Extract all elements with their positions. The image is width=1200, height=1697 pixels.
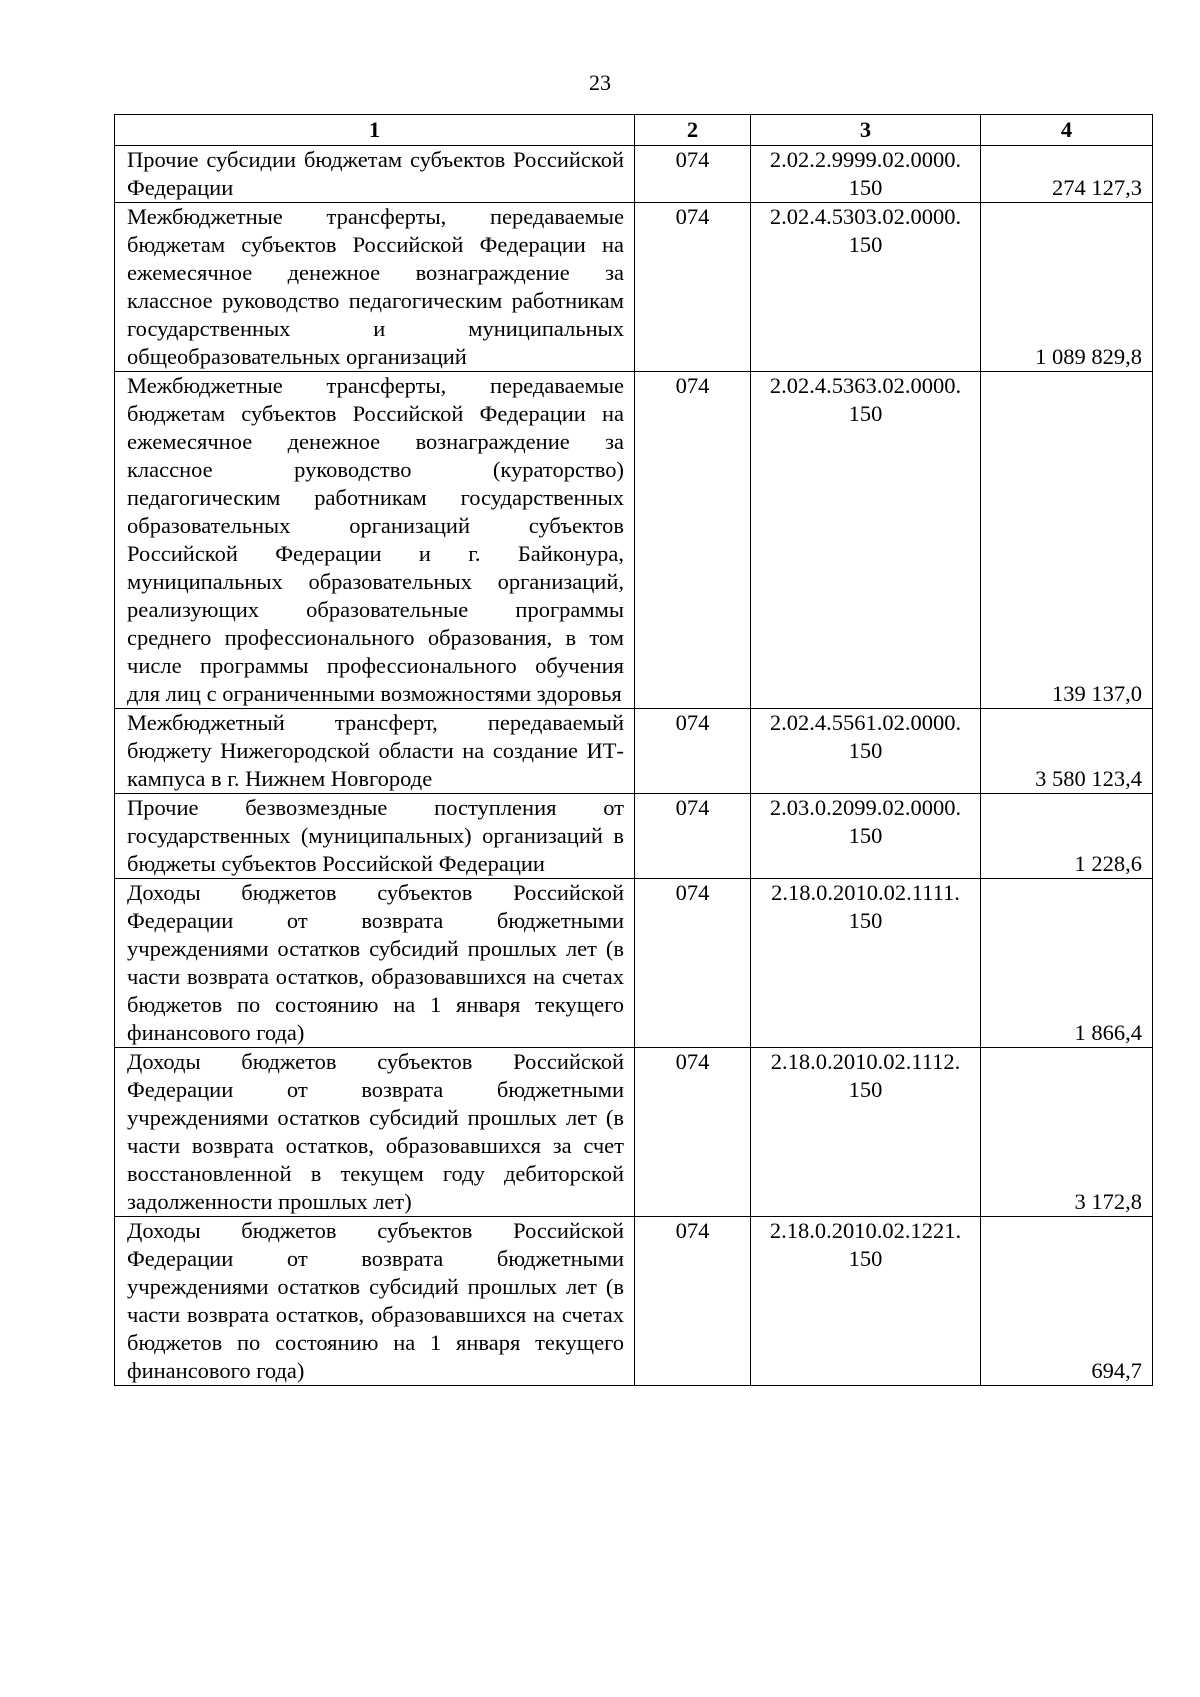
amount-cell: 274 127,3: [981, 146, 1153, 203]
amount-cell: 139 137,0: [981, 372, 1153, 709]
amount-cell: 3 172,8: [981, 1048, 1153, 1217]
amount-cell: 1 866,4: [981, 879, 1153, 1048]
admin-code-cell: 074: [635, 1048, 751, 1217]
classification-code-cell: 2.03.0.2099.02.0000. 150: [751, 794, 981, 879]
revenue-name-cell: Межбюджетный трансферт, передаваемый бюджету Нижегородской области на создание ИТ-кампуса в г. Нижнем Новгороде: [115, 709, 635, 794]
classification-code-cell: 2.02.4.5363.02.0000. 150: [751, 372, 981, 709]
admin-code-cell: 074: [635, 203, 751, 372]
admin-code-cell: 074: [635, 709, 751, 794]
table-header-row: [115, 115, 1153, 146]
admin-code-cell: 074: [635, 1217, 751, 1386]
classification-code-cell: 2.18.0.2010.02.1111. 150: [751, 879, 981, 1048]
revenue-name-cell: Межбюджетные трансферты, передаваемые бюджетам субъектов Российской Федерации на ежемесячное денежное вознаграждение за классное руководство (кураторство) педагогическим работникам государственных образовательных организаций субъектов Российской Федерации и г. Байконура, муниципальных образовательных организаций, реализующих образовательные программы среднего профессионального образования, в том числе программы профессионального обучения для лиц с ограниченными возможностями здоровья: [115, 372, 635, 709]
revenue-name-cell: Прочие безвозмездные поступления от государственных (муниципальных) организаций в бюджеты субъектов Российской Федерации: [115, 794, 635, 879]
table-row: [115, 1217, 1153, 1386]
revenue-name-cell: Межбюджетные трансферты, передаваемые бюджетам субъектов Российской Федерации на ежемесячное денежное вознаграждение за классное руководство педагогическим работникам государственных и муниципальных общеобразовательных организаций: [115, 203, 635, 372]
classification-code-cell: 2.18.0.2010.02.1221. 150: [751, 1217, 981, 1386]
table-row: [115, 1048, 1153, 1217]
revenue-name-cell: Прочие субсидии бюджетам субъектов Российской Федерации: [115, 146, 635, 203]
classification-code-cell: 2.02.4.5561.02.0000. 150: [751, 709, 981, 794]
table-row: [115, 372, 1153, 709]
table-row: [115, 146, 1153, 203]
revenue-name-cell: Доходы бюджетов субъектов Российской Федерации от возврата бюджетными учреждениями остатков субсидий прошлых лет (в части возврата остатков, образовавшихся за счет восстановленной в текущем году дебиторской задолженности прошлых лет): [115, 1048, 635, 1217]
amount-cell: 1 228,6: [981, 794, 1153, 879]
table-row: [115, 709, 1153, 794]
classification-code-cell: 2.02.2.9999.02.0000. 150: [751, 146, 981, 203]
column-header-3: 3: [751, 115, 981, 146]
classification-code-cell: 2.02.4.5303.02.0000. 150: [751, 203, 981, 372]
classification-code-cell: 2.18.0.2010.02.1112. 150: [751, 1048, 981, 1217]
admin-code-cell: 074: [635, 372, 751, 709]
revenue-name-cell: Доходы бюджетов субъектов Российской Федерации от возврата бюджетными учреждениями остатков субсидий прошлых лет (в части возврата остатков, образовавшихся на счетах бюджетов по состоянию на 1 января текущего финансового года): [115, 879, 635, 1048]
column-header-4: 4: [981, 115, 1153, 146]
admin-code-cell: 074: [635, 146, 751, 203]
budget-revenue-table: [114, 114, 1153, 1386]
page-number: 23: [589, 70, 611, 95]
revenue-name-cell: Доходы бюджетов субъектов Российской Федерации от возврата бюджетными учреждениями остатков субсидий прошлых лет (в части возврата остатков, образовавшихся на счетах бюджетов по состоянию на 1 января текущего финансового года): [115, 1217, 635, 1386]
column-header-1: 1: [115, 115, 635, 146]
amount-cell: 1 089 829,8: [981, 203, 1153, 372]
amount-cell: 3 580 123,4: [981, 709, 1153, 794]
table-row: [115, 203, 1153, 372]
column-header-2: 2: [635, 115, 751, 146]
table-row: [115, 794, 1153, 879]
amount-cell: 694,7: [981, 1217, 1153, 1386]
admin-code-cell: 074: [635, 879, 751, 1048]
table-row: [115, 879, 1153, 1048]
admin-code-cell: 074: [635, 794, 751, 879]
